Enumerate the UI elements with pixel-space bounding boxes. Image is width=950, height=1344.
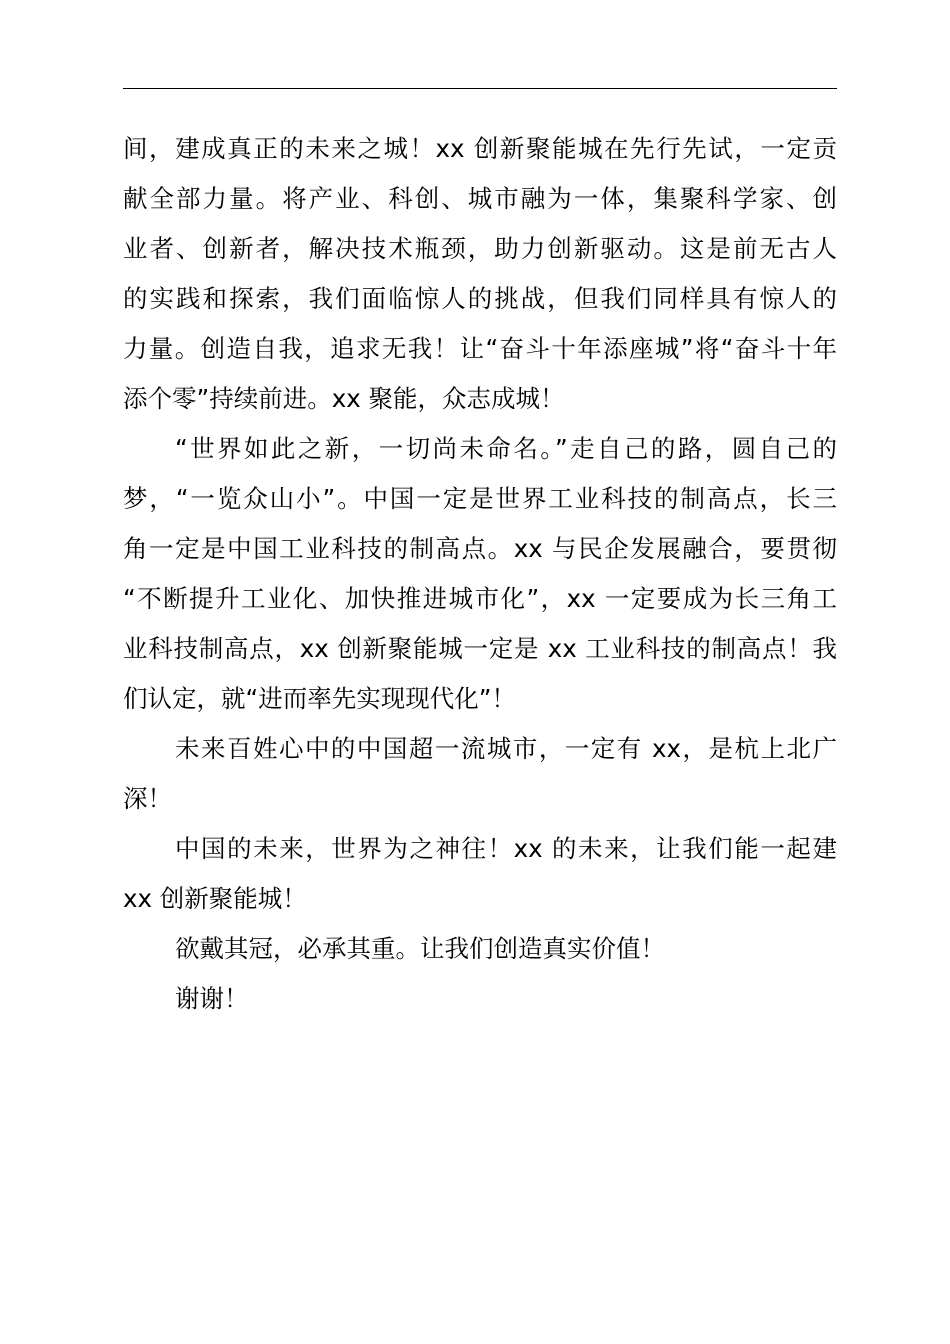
text-line: 中国的未来，世界为之神往！xx 的未来，让我们能一起建 (175, 834, 837, 863)
paragraph (123, 424, 837, 724)
paragraph (123, 974, 837, 1024)
text-line: 深！ (123, 784, 172, 813)
text-line: 梦，“一览众山小”。中国一定是世界工业科技的制高点，长三 (123, 484, 837, 513)
text-line: 业者、创新者，解决技术瓶颈，助力创新驱动。这是前无古人 (123, 234, 837, 263)
text-line: xx 创新聚能城！ (123, 884, 307, 913)
text-line: 谢谢！ (175, 984, 249, 1013)
text-line: 们认定，就“进而率先实现现代化”！ (123, 684, 516, 713)
text-line: 角一定是中国工业科技的制高点。xx 与民企发展融合，要贯彻 (123, 534, 837, 563)
text-line: 间，建成真正的未来之城！xx 创新聚能城在先行先试，一定贡 (123, 134, 837, 163)
text-line: 力量。创造自我，追求无我！让“奋斗十年添座城”将“奋斗十年 (123, 334, 837, 363)
paragraph (123, 824, 837, 924)
text-line: 未来百姓心中的中国超一流城市，一定有 xx，是杭上北广 (175, 734, 837, 763)
paragraph (123, 724, 837, 824)
paragraph (123, 924, 837, 974)
text-line: 的实践和探索，我们面临惊人的挑战，但我们同样具有惊人的 (123, 284, 837, 313)
text-line: 献全部力量。将产业、科创、城市融为一体，集聚科学家、创 (123, 184, 837, 213)
paragraph (123, 124, 837, 424)
header-rule (123, 88, 837, 89)
document-body (123, 124, 837, 1024)
text-line: “世界如此之新，一切尚未命名。”走自己的路，圆自己的 (175, 434, 837, 463)
text-line: 添个零”持续前进。xx 聚能，众志成城！ (123, 384, 565, 413)
text-line: “不断提升工业化、加快推进城市化”，xx 一定要成为长三角工 (123, 584, 837, 613)
text-line: 欲戴其冠，必承其重。让我们创造真实价值！ (175, 934, 665, 963)
text-line: 业科技制高点，xx 创新聚能城一定是 xx 工业科技的制高点！我 (123, 634, 837, 663)
